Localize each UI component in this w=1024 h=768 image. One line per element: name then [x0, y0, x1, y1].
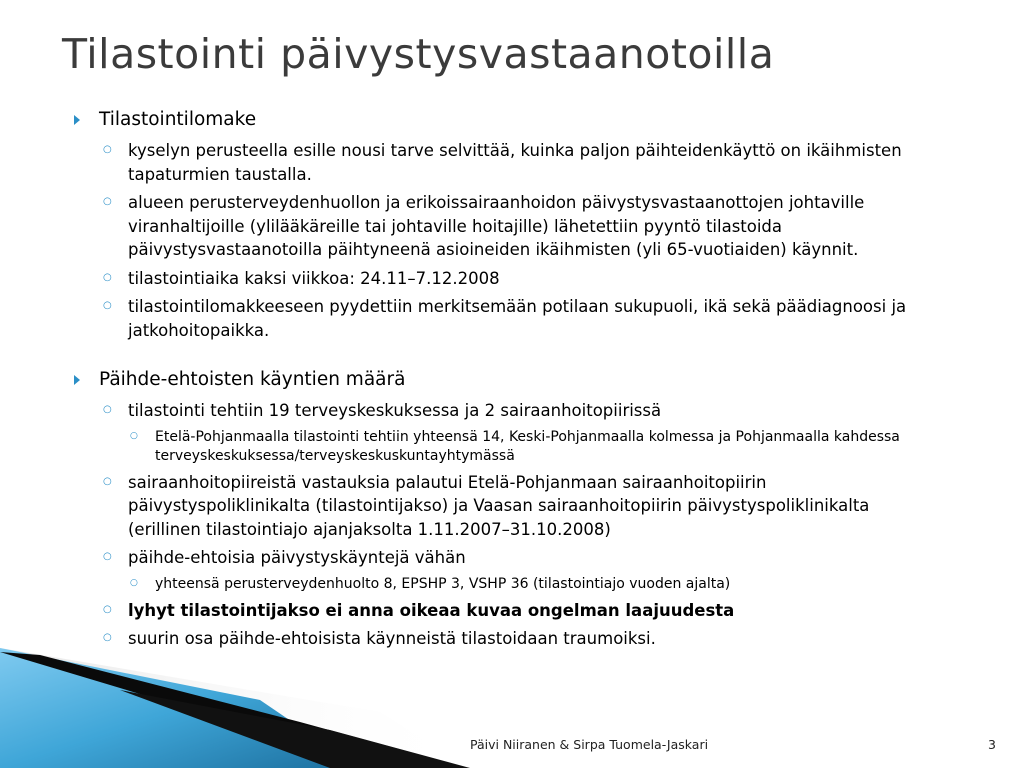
- list-item-text: sairaanhoitopiireistä vastauksia palautui Etelä-Pohjanmaan sairaanhoitopiirin päivystyspoliklinikalta (tilastointijakso) ja Vaasan sairaanhoitopiirin päivystyspoliklinikalta (erillinen tilastointiajo ajanjaksolta 1.11.2007–31.10.2008): [128, 472, 870, 539]
- list-item: [70, 139, 928, 186]
- list-item-text: kyselyn perusteella esille nousi tarve selvittää, kuinka paljon päihteidenkäyttö on ikäihmisten tapaturmien taustalla.: [128, 141, 902, 184]
- list-item: [70, 267, 928, 291]
- list-item-text: alueen perusterveydenhuollon ja erikoissairaanhoidon päivystysvastaanottojen johtaville viranhaltijoille (ylilääkäreille tai johtaville hoitajille) lähetettiin pyyntö tilastoida päivystysvastaanotoilla päihtyneenä asioineiden ikäihmisten (yli 65-vuotiaiden) käynnit.: [128, 193, 865, 259]
- list-item: [70, 295, 928, 342]
- list-item-text: suurin osa päihde-ehtoisista käynneistä tilastoidaan traumoiksi.: [128, 629, 656, 648]
- ring-bullet-icon: ○: [103, 144, 112, 155]
- list-item: [70, 471, 928, 542]
- ring-bullet-icon: ○: [103, 475, 112, 487]
- section-heading: [70, 108, 970, 132]
- slide-title: Tilastointi päivystysvastaanotoilla: [62, 30, 775, 78]
- footer-authors: Päivi Niiranen & Sirpa Tuomela-Jaskari: [470, 737, 709, 752]
- section-heading: [70, 368, 970, 392]
- list-item: [70, 399, 928, 423]
- list-item: [70, 627, 928, 651]
- ring-bullet-icon: ○: [103, 271, 112, 283]
- section-heading-text: Päihde-ehtoisten käyntien määrä: [99, 369, 406, 390]
- list-item: [70, 191, 928, 262]
- triangle-arrow-icon: [74, 115, 80, 125]
- list-item: [70, 599, 928, 623]
- ring-bullet-icon: ○: [103, 196, 112, 207]
- decor-blue-band: [0, 648, 360, 768]
- ring-bullet-icon: ○: [103, 551, 112, 562]
- sub-list-item-text: Etelä-Pohjanmaalla tilastointi tehtiin yhteensä 14, Keski-Pohjanmaalla kolmessa ja Pohjanmaalla kahdessa terveyskeskuksessa/terveyskeskuskuntayhtymässä: [155, 428, 900, 464]
- list-item-text: tilastointiaika kaksi viikkoa: 24.11–7.12.2008: [128, 268, 500, 288]
- section-heading-text: Tilastointilomake: [99, 109, 257, 130]
- decor-grey-swoosh: [0, 648, 470, 768]
- list-item-text-emphasis: lyhyt tilastointijakso ei anna oikeaa kuvaa ongelman laajuudesta: [128, 600, 735, 620]
- triangle-arrow-icon: [74, 375, 80, 385]
- list-item-text: tilastointi tehtiin 19 terveyskeskuksessa ja 2 sairaanhoitopiirissä: [128, 401, 662, 420]
- ring-bullet-icon: ○: [103, 603, 112, 615]
- list-item-text: päihde-ehtoisia päivystyskäyntejä vähän: [128, 548, 466, 567]
- sub-list-item-text: yhteensä perusterveydenhuolto 8, EPSHP 3, VSHP 36 (tilastointiajo vuoden ajalta): [155, 575, 731, 592]
- list-item: [70, 546, 928, 570]
- ring-bullet-icon: ○: [103, 300, 112, 311]
- decor-dark-wedge: [120, 690, 470, 768]
- decor-dark-stripe: [0, 652, 468, 768]
- slide-body: [70, 108, 970, 656]
- ring-bullet-icon: ○: [103, 632, 112, 643]
- sub-list-item: [70, 428, 970, 466]
- ring-bullet-icon: ○: [130, 577, 138, 588]
- ring-bullet-icon: ○: [130, 430, 138, 441]
- sub-list-item: [70, 575, 970, 594]
- page-number: 3: [988, 737, 996, 752]
- list-item-text: tilastointilomakkeeseen pyydettiin merkitsemään potilaan sukupuoli, ikä sekä päädiagnoosi ja jatkohoitopaikka.: [128, 297, 907, 340]
- ring-bullet-icon: ○: [103, 404, 112, 415]
